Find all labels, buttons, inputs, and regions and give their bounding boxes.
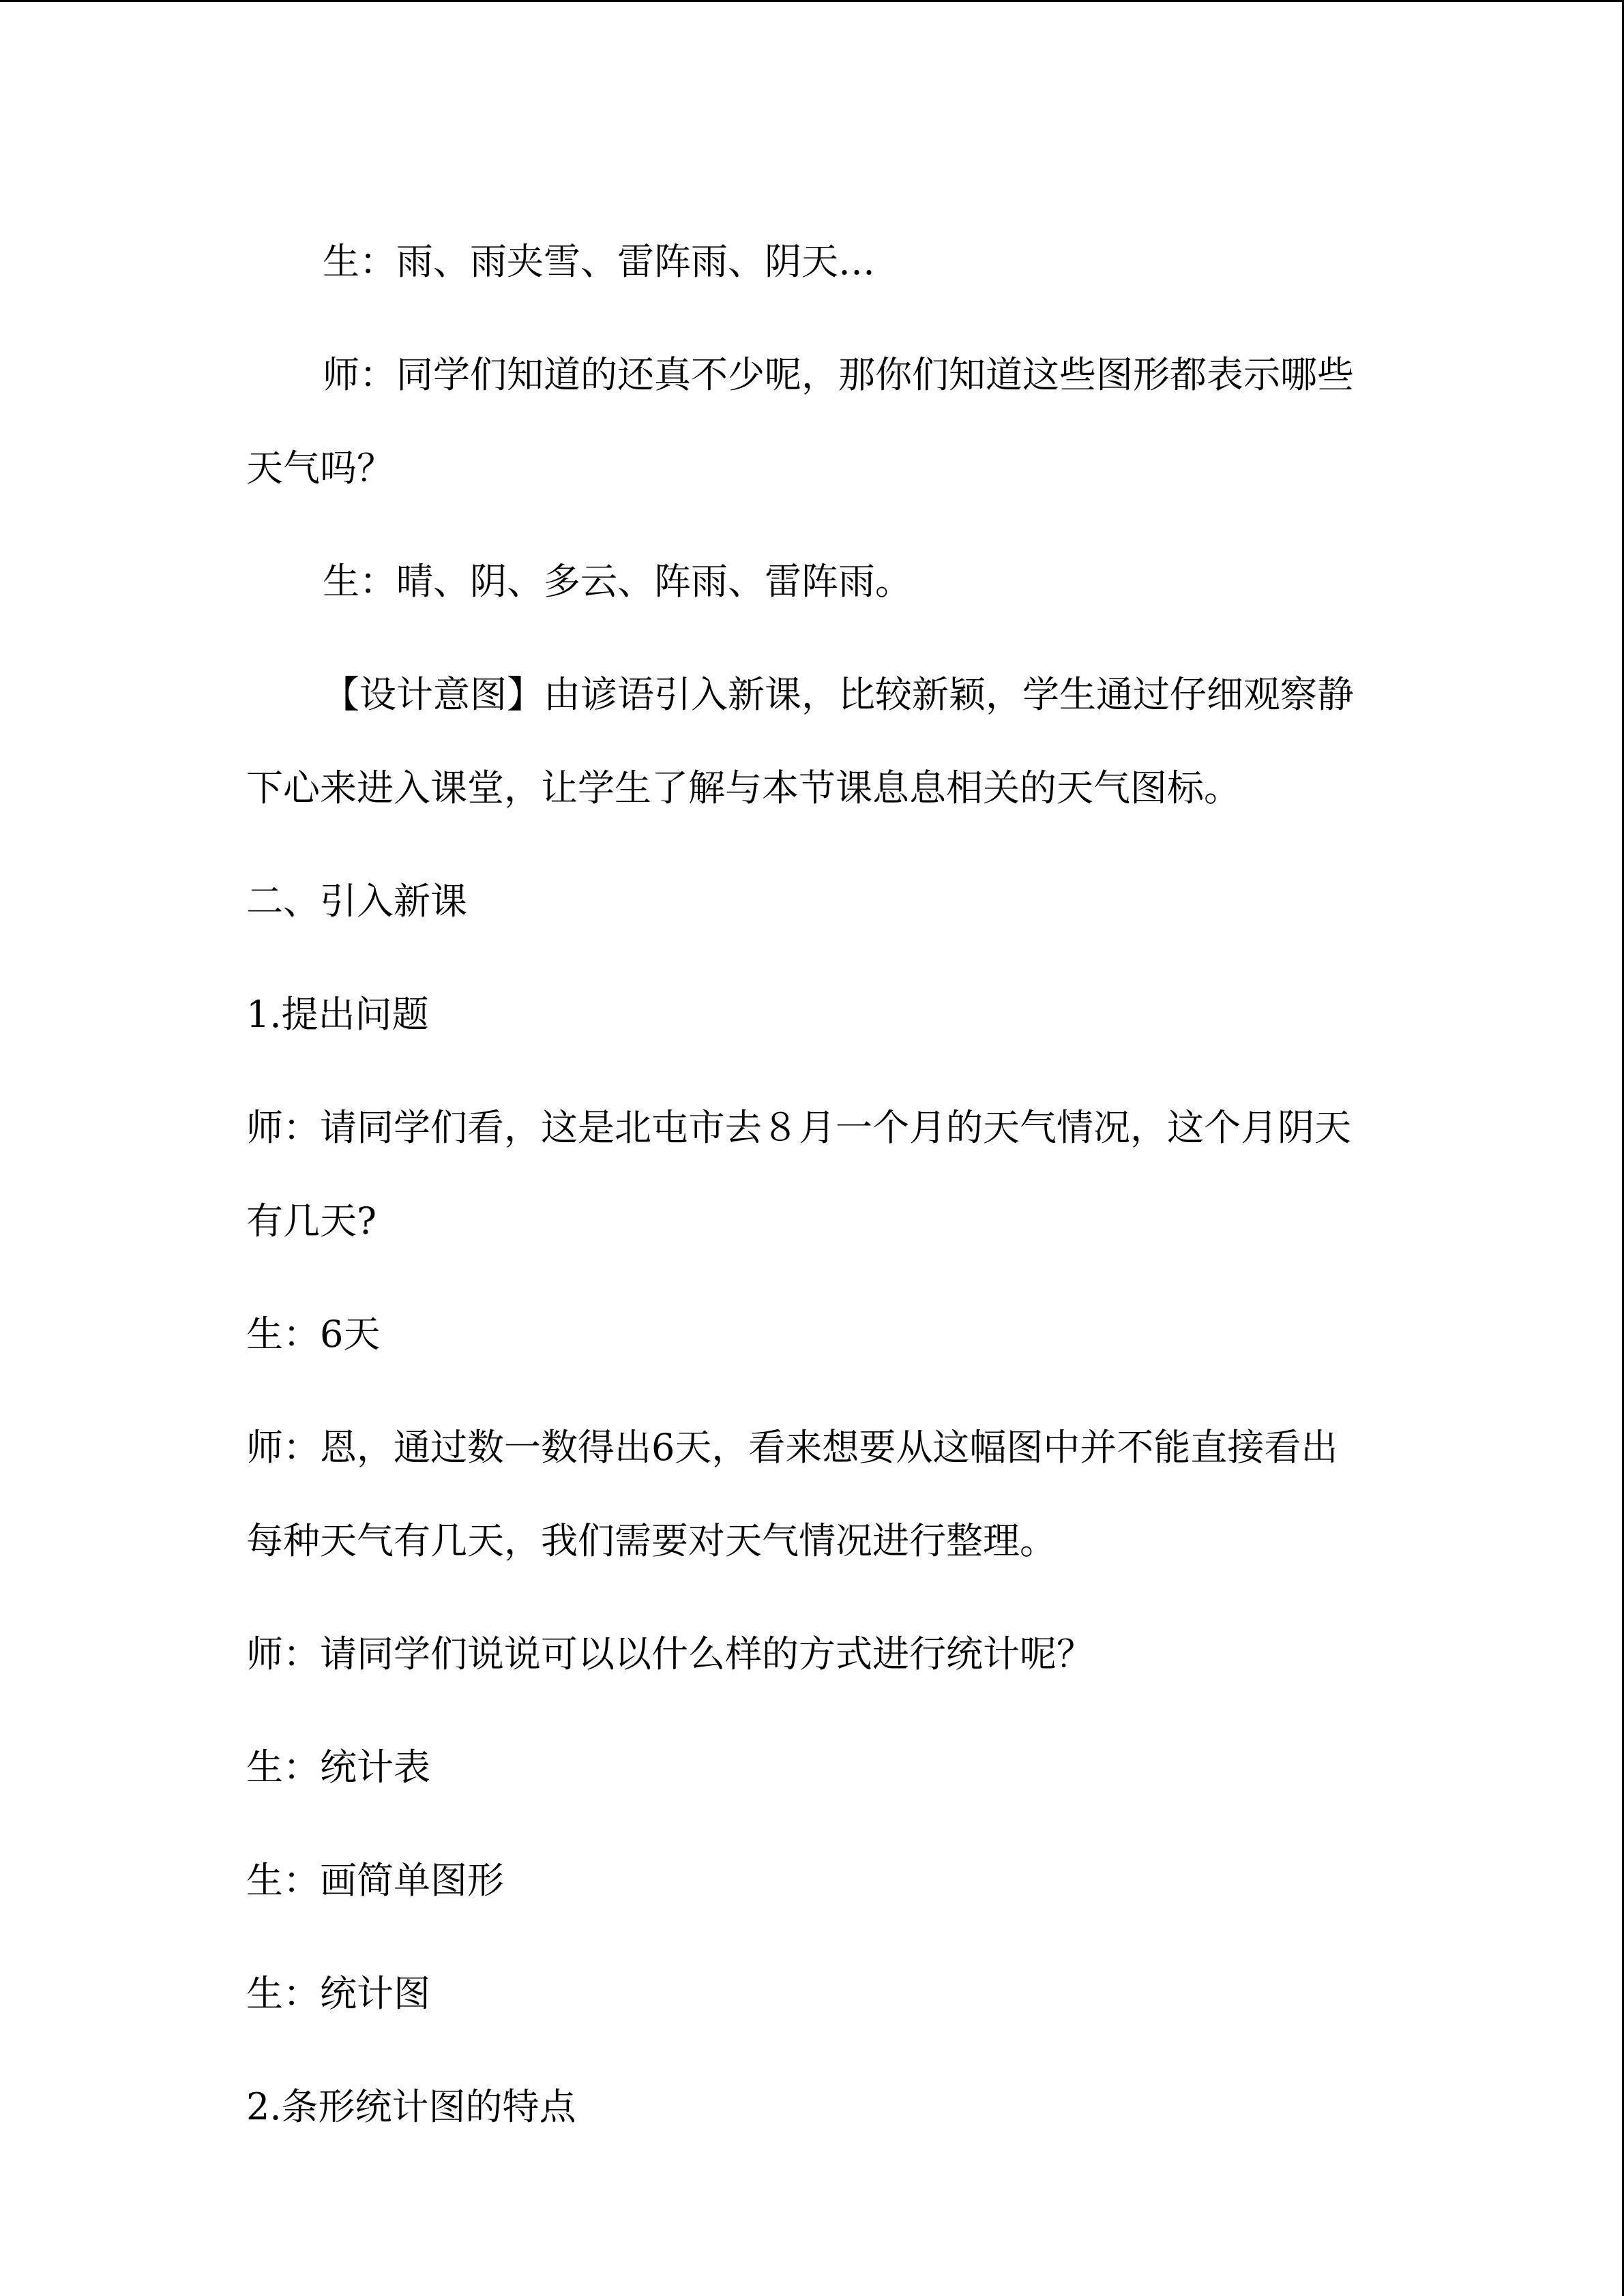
paragraph-student-answer-4: 生：统计表 [246,1746,430,1789]
paragraph-teacher-question-3: 师：请同学们说说可以以什么样的方式进行统计呢？ [246,1632,1093,1675]
paragraph-student-answer-3: 生：6天 [246,1313,381,1356]
paragraph-student-answer-1: 生：雨、雨夹雪、雷阵雨、阴天… [323,240,875,283]
paragraph-student-answer-2: 生：晴、阴、多云、阵雨、雷阵雨。 [323,560,912,603]
document-body [246,215,1365,2153]
paragraph-student-answer-6: 生：统计图 [246,1972,430,2015]
subheading-bar-chart-features: 2.条形统计图的特点 [246,2085,576,2128]
paragraph-teacher-comment: 师：恩，通过数一数得出6天，看来想要从这幅图中并不能直接看出每种天气有几天，我们需要对天气情况进行整理。 [246,1426,1338,1562]
paragraph-teacher-question-1: 师：同学们知道的还真不少呢，那你们知道这些图形都表示哪些天气吗？ [246,353,1354,490]
paragraph-student-answer-5: 生：画简单图形 [246,1859,504,1902]
paragraph-teacher-question-2: 师：请同学们看，这是北屯市去８月一个月的天气情况，这个月阴天有几天? [246,1106,1351,1242]
subheading-raise-question: 1.提出问题 [246,993,429,1036]
paragraph-design-intent: 【设计意图】由谚语引入新课，比较新颖，学生通过仔细观察静下心来进入课堂，让学生了解与本节课息息相关的天气图标。 [246,673,1354,809]
section-heading-introduce-lesson: 二、引入新课 [246,880,467,923]
